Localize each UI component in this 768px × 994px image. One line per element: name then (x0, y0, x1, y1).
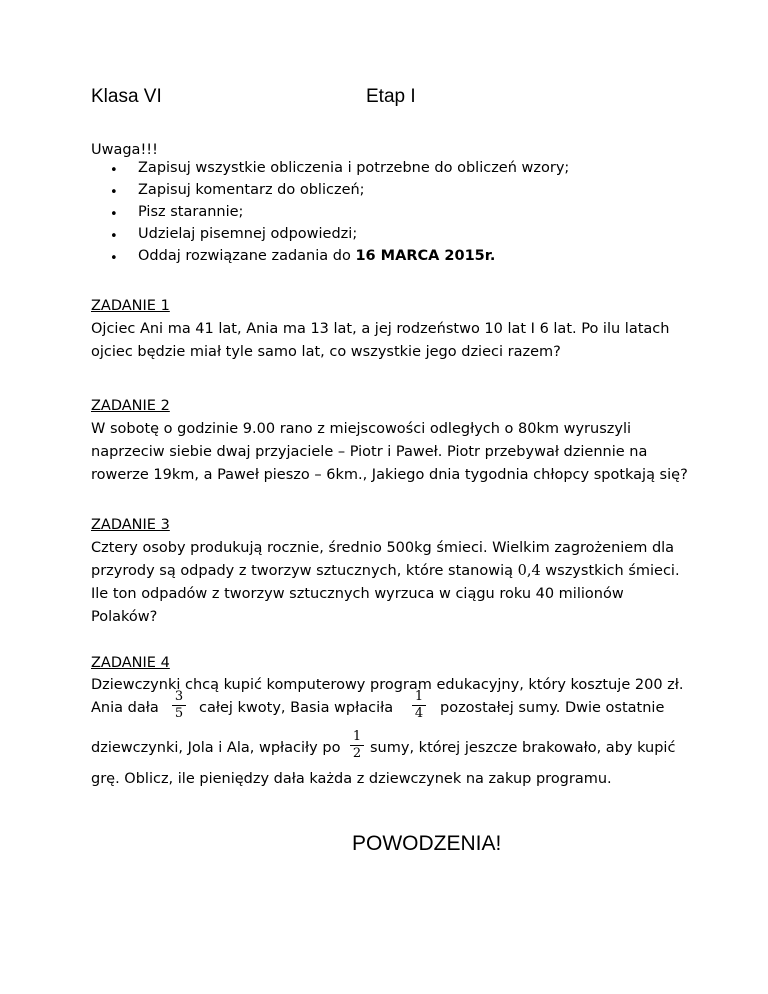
notice-item-deadline: Oddaj rozwiązane zadania do 16 MARCA 2015r. (138, 248, 496, 264)
task-line: pozostałej sumy. Dwie ostatnie (440, 700, 665, 716)
deadline-date: 16 MARCA 2015r. (355, 248, 496, 264)
task-line: dziewczynki, Jola i Ala, wpłaciły po (91, 740, 341, 756)
task-title: ZADANIE 2 (91, 398, 170, 414)
task-line: Ojciec Ani ma 41 lat, Ania ma 13 lat, a jej rodzeństwo 10 lat I 6 lat. Po ilu latach (91, 321, 670, 337)
task-title: ZADANIE 4 (91, 655, 170, 671)
task-line: naprzeciw siebie dwaj przyjaciele – Piotr i Paweł. Piotr przebywał dziennie na (91, 444, 648, 460)
task-line: W sobotę o godzinie 9.00 rano z miejscowości odległych o 80km wyruszyli (91, 421, 631, 437)
task-2 (91, 395, 691, 487)
bullet-icon: • (110, 207, 118, 222)
fraction-one-quarter: $\frac{1}{4}$ (412, 690, 426, 721)
class-label: Klasa VI (91, 86, 162, 107)
task-line: Dziewczynki chcą kupić komputerowy program edukacyjny, który kosztuje 200 zł. (91, 677, 684, 693)
fraction-one-half: $\frac{1}{2}$ (350, 730, 364, 761)
task-3 (91, 514, 691, 629)
task-title: ZADANIE 3 (91, 517, 170, 533)
task-line: Cztery osoby produkują rocznie, średnio 500kg śmieci. Wielkim zagrożeniem dla (91, 540, 675, 556)
task-line: Ile ton odpadów z tworzyw sztucznych wyrzuca w ciągu roku 40 milionów (91, 586, 624, 602)
task-line: Polaków? (91, 609, 158, 625)
task-line: Ania dała (91, 700, 159, 716)
task-line: całej kwoty, Basia wpłaciła (199, 700, 394, 716)
task-line: ojciec będzie miał tyle samo lat, co wszystkie jego dzieci razem? (91, 344, 561, 360)
task-line: sumy, której jeszcze brakowało, aby kupić (370, 740, 676, 756)
bullet-icon: • (110, 163, 118, 178)
task-line: grę. Oblicz, ile pieniędzy dała każda z dziewczynek na zakup programu. (91, 771, 612, 787)
bullet-icon: • (110, 185, 118, 200)
task-1 (91, 295, 691, 364)
bullet-icon: • (110, 229, 118, 244)
good-luck-text: POWODZENIA! (352, 832, 502, 855)
notice-title: Uwaga!!! (91, 142, 158, 158)
decimal-value: 0,4 (517, 563, 541, 579)
task-title: ZADANIE 1 (91, 298, 170, 314)
fraction-three-fifths: $\frac{3}{5}$ (172, 690, 186, 721)
notice-item: Pisz starannie; (138, 204, 244, 220)
task-line: rowerze 19km, a Paweł pieszo – 6km., Jakiego dnia tygodnia chłopcy spotkają się? (91, 467, 688, 483)
notice-item: Udzielaj pisemnej odpowiedzi; (138, 226, 358, 242)
bullet-icon: • (110, 251, 118, 266)
notice-item: Zapisuj wszystkie obliczenia i potrzebne do obliczeń wzory; (138, 160, 570, 176)
notice-item: Zapisuj komentarz do obliczeń; (138, 182, 365, 198)
stage-label: Etap I (366, 86, 416, 107)
task-line: przyrody są odpady z tworzyw sztucznych, które stanowią 0,4 wszystkich śmieci. (91, 563, 680, 579)
